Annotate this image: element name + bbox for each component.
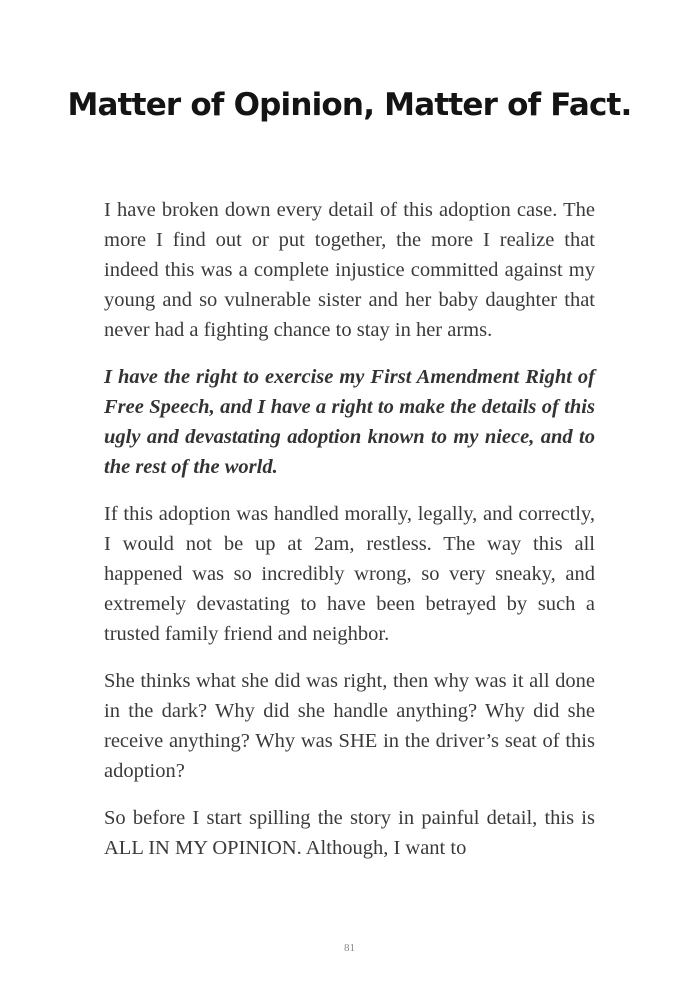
paragraph-5: So before I start spilling the story in painful detail, this is ALL IN MY OPINION. Although, I want to: [104, 807, 595, 859]
page-number: 81: [344, 942, 355, 954]
paragraph-3: If this adoption was handled morally, legally, and correctly, I would not be up at 2am, restless. The way this all happened was so incredibly wrong, so very sneaky, and extremely devastating to have been betrayed by such a trusted family friend and neighbor.: [104, 503, 595, 645]
paragraph-2-emphasis: I have the right to exercise my First Amendment Right of Free Speech, and I have a right to make the details of this ugly and devastating adoption known to my niece, and to the rest of the world.: [104, 366, 595, 478]
paragraph-4: She thinks what she did was right, then why was it all done in the dark? Why did she handle anything? Why did she receive anything? Why was SHE in the driver’s seat of this adoption?: [104, 670, 595, 782]
chapter-title: Matter of Opinion, Matter of Fact.: [67, 87, 632, 123]
chapter-body: [104, 195, 595, 880]
paragraph-1: I have broken down every detail of this adoption case. The more I find out or put together, the more I realize that indeed this was a complete injustice committed against my young and so vulnerable sister and her baby daughter that never had a fighting chance to stay in her arms.: [104, 199, 595, 341]
